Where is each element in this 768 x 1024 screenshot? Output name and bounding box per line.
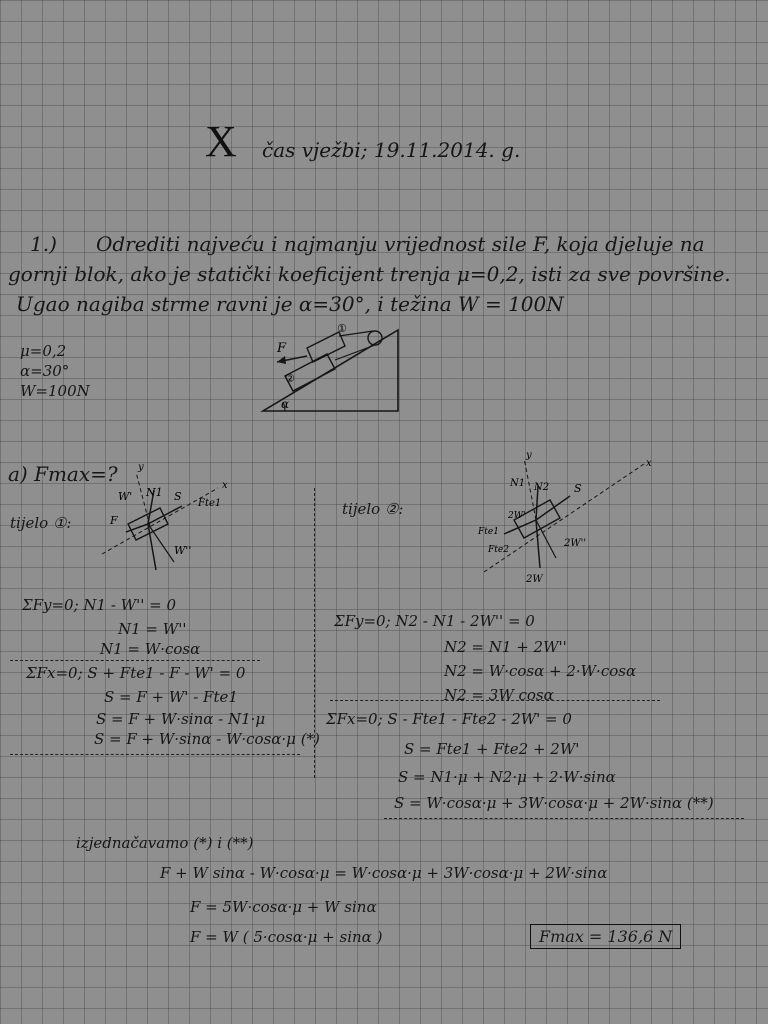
force-f-arrowhead <box>277 356 286 364</box>
body2-eq-2: N2 = N1 + 2W'' <box>444 638 567 656</box>
lesson-number: X <box>205 117 237 166</box>
s-label: S <box>174 490 182 503</box>
body2-label: tijelo ②: <box>342 500 404 518</box>
body2-eq-4: N2 = 3W cosα <box>444 686 554 704</box>
block-1-label: ① <box>337 322 347 335</box>
combine-eq-3: F = W ( 5·cosα·μ + sinα ) <box>190 928 383 946</box>
combine-intro: izjednačavamo (*) i (**) <box>76 834 254 852</box>
body2-underline <box>384 818 744 819</box>
body1-underline <box>10 754 300 755</box>
given-alpha: α=30° <box>20 362 70 380</box>
body2-eq-3: N2 = W·cosα + 2·W·cosα <box>444 662 637 680</box>
given-weight: W=100N <box>20 382 90 400</box>
x-label: x <box>222 480 228 491</box>
lesson-title: čas vježbi; 19.11.2014. g. <box>262 138 521 162</box>
body1-fbd <box>98 462 248 581</box>
body1-eq-4: ΣFx=0; S + Fte1 - F - W' = 0 <box>26 664 246 682</box>
w-label: 2W <box>526 574 543 585</box>
y-axis <box>136 472 150 526</box>
body1-eq-3: N1 = W·cosα <box>100 640 201 658</box>
body2-eq-1: ΣFy=0; N2 - N1 - 2W'' = 0 <box>334 612 535 630</box>
n1-label: N1 <box>146 486 163 499</box>
s-arrow <box>536 496 570 520</box>
w2-label: W'' <box>174 544 192 557</box>
body2-eq-8: S = W·cosα·μ + 3W·cosα·μ + 2W·sinα (**) <box>394 794 714 812</box>
body1-eq-7: S = F + W·sinα - W·cosα·μ (*) <box>94 730 320 748</box>
n2-label: N2 <box>534 482 550 493</box>
y-label: y <box>526 450 532 461</box>
x-label: x <box>646 458 652 469</box>
wp-label: 2W' <box>508 511 526 521</box>
s-label: S <box>574 482 582 495</box>
combine-eq-1: F + W sinα - W·cosα·μ = W·cosα·μ + 3W·cosα·μ + 2W·sinα <box>160 864 608 882</box>
body1-eq-6: S = F + W·sinα - N1·μ <box>96 710 266 728</box>
result-box: Fmax = 136,6 N <box>530 924 681 949</box>
incline-figure <box>255 318 405 418</box>
body1-label: tijelo ①: <box>10 514 72 532</box>
problem-line-3: Ugao nagiba strme ravni je α=30°, i težina W = 100N <box>16 292 564 316</box>
w-label: W' <box>118 490 133 503</box>
problem-number: 1.) <box>30 232 57 256</box>
problem-line-2: gornji blok, ako je statički koeficijent trenja μ=0,2, isti za sve površine. <box>8 262 731 286</box>
angle-label: α <box>281 397 290 411</box>
problem-line-1: Odrediti najveću i najmanju vrijednost sile F, koja djeluje na <box>96 232 705 256</box>
block-2-label: ② <box>285 372 295 385</box>
y-label: y <box>138 462 144 473</box>
body1-eq-5: S = F + W' - Fte1 <box>104 688 238 706</box>
part-a-label: a) Fmax=? <box>8 462 118 486</box>
s-arrow <box>148 506 182 524</box>
f-label: F <box>110 514 118 527</box>
body2-eq-5: ΣFx=0; S - Fte1 - Fte2 - 2W' = 0 <box>326 710 572 728</box>
given-mu: μ=0,2 <box>20 342 67 360</box>
fte1-label: Fte1 <box>478 527 499 537</box>
force-f-label: F <box>277 341 287 356</box>
n1-label: N1 <box>510 478 526 489</box>
fte2-label: Fte2 <box>488 545 509 555</box>
body1-eq-1: ΣFy=0; N1 - W'' = 0 <box>22 596 177 614</box>
body2-fbd <box>474 450 664 585</box>
body2-eq-7: S = N1·μ + N2·μ + 2·W·sinα <box>398 768 616 786</box>
w2-label: 2W'' <box>564 538 587 549</box>
fte1-label: Fte1 <box>198 498 222 509</box>
body2-separator <box>330 700 660 701</box>
body2-eq-6: S = Fte1 + Fte2 + 2W' <box>404 740 580 758</box>
combine-eq-2: F = 5W·cosα·μ + W sinα <box>190 898 377 916</box>
body1-eq-2: N1 = W'' <box>118 620 187 638</box>
body1-separator <box>10 660 260 661</box>
